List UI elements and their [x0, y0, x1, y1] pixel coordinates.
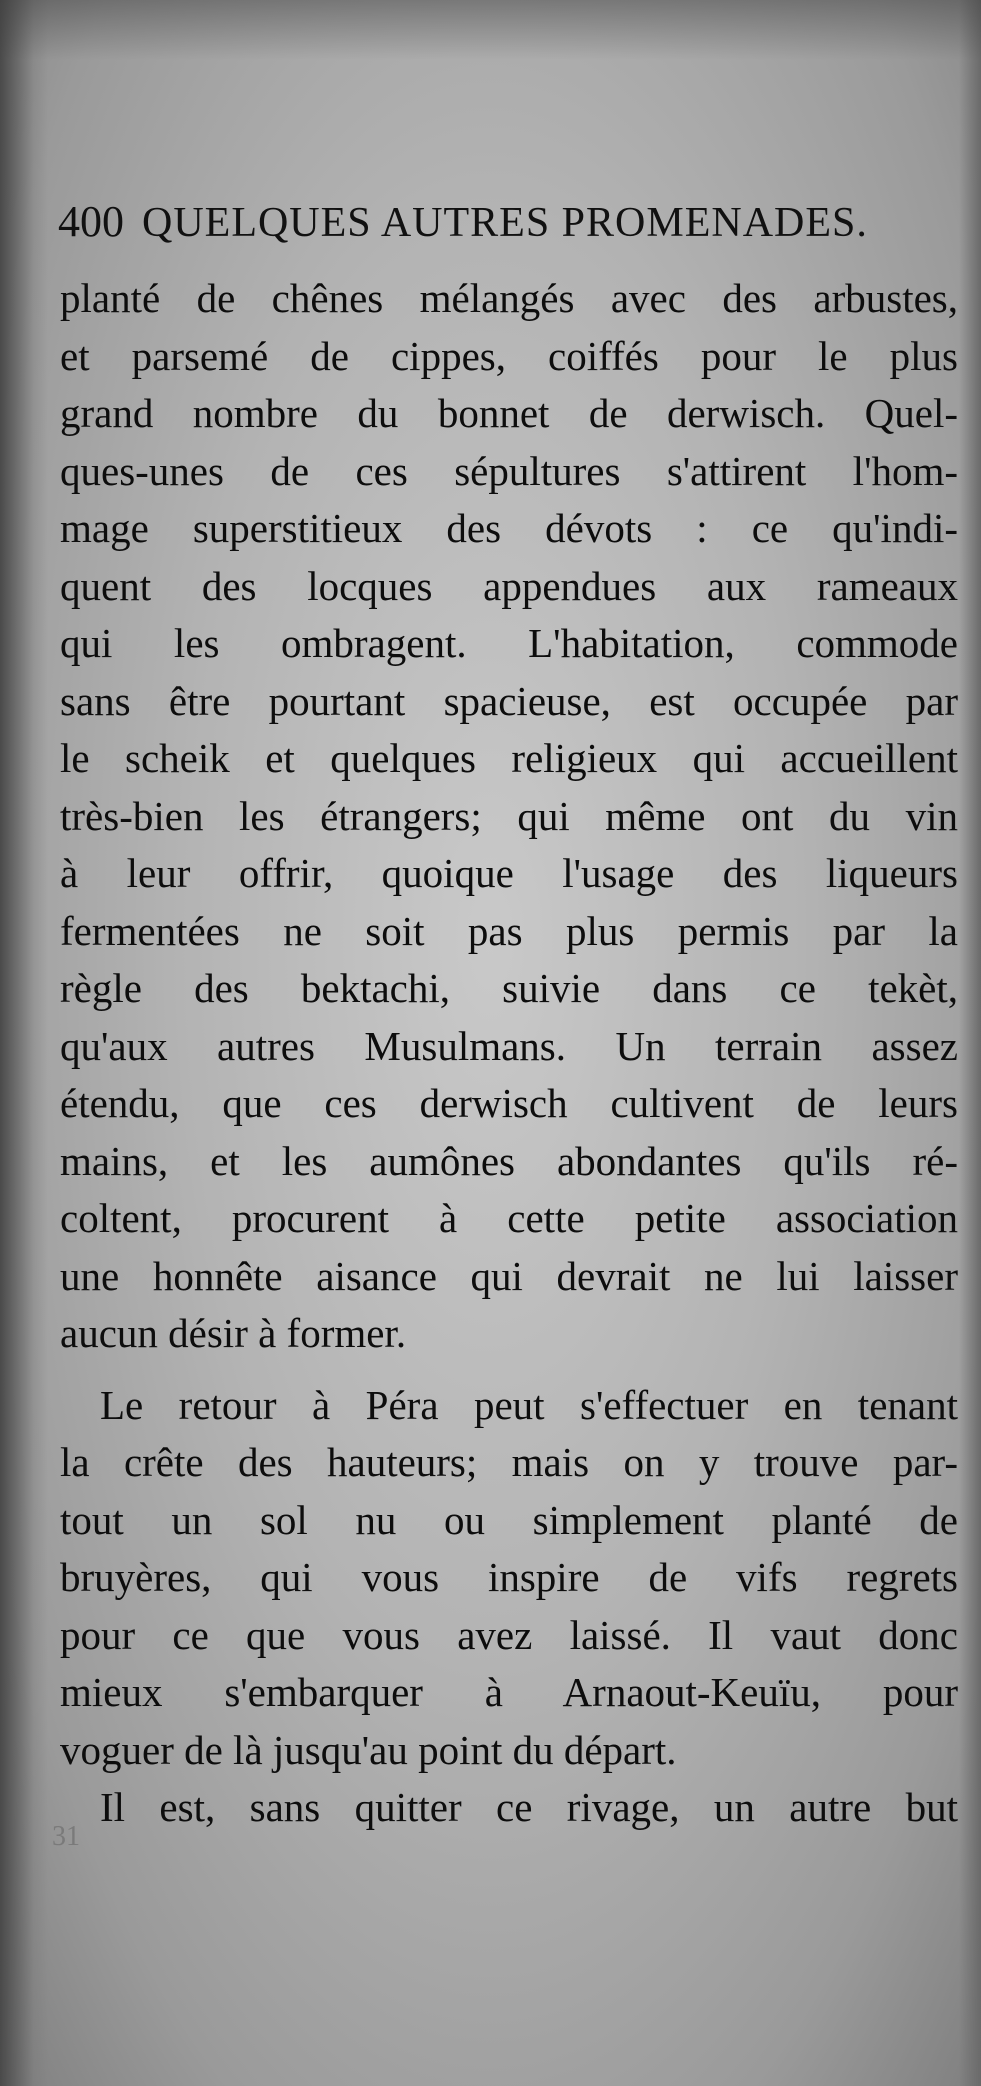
text-line: qui les ombragent. L'habitation, commode — [60, 620, 958, 666]
text-line: le scheik et quelques religieux qui accueillent — [60, 735, 958, 781]
text-line: Il est, sans quitter ce rivage, un autre but — [100, 1784, 958, 1830]
running-title: QUELQUES AUTRES PROMENADES. — [142, 200, 868, 246]
text-line: mains, et les aumônes abondantes qu'ils ré- — [60, 1137, 958, 1184]
text-line: la crête des hauteurs; mais on y trouve par- — [60, 1439, 958, 1485]
text-line: une honnête aisance qui devrait ne lui laisser — [60, 1252, 958, 1299]
text-line: sans être pourtant spacieuse, est occupée par — [60, 677, 958, 724]
page-shadow-left — [0, 0, 48, 2086]
page-shadow-right — [959, 0, 981, 2086]
text-line: coltent, procurent à cette petite association — [60, 1195, 958, 1241]
text-line: aucun désir à former. — [60, 1310, 407, 1356]
text-line: mage superstitieux des dévots : ce qu'indi- — [60, 505, 958, 551]
text-line: quent des locques appendues aux rameaux — [60, 562, 958, 609]
text-line: voguer de là jusqu'au point du départ. — [60, 1726, 677, 1773]
text-line: bruyères, qui vous inspire de vifs regrets — [60, 1554, 958, 1600]
paragraph-gap — [60, 1363, 958, 1377]
text-line: et parsemé de cippes, coiffés pour le plus — [60, 332, 958, 379]
text-line: planté de chênes mélangés avec des arbustes, — [60, 275, 958, 321]
text-line: ques-unes de ces sépultures s'attirent l'hom- — [60, 447, 958, 494]
margin-mark: 31 — [52, 1821, 80, 1852]
text-line: mieux s'embarquer à Arnaout-Keuïu, pour — [60, 1669, 958, 1715]
text-line: Le retour à Péra peut s'effectuer en tenant — [100, 1381, 958, 1428]
text-line: très-bien les étrangers; qui même ont du vin — [60, 792, 958, 839]
page-shadow-top — [0, 0, 981, 60]
body-text — [60, 270, 958, 1837]
text-line: grand nombre du bonnet de derwisch. Quel- — [60, 390, 958, 436]
text-line: pour ce que vous avez laissé. Il vaut donc — [60, 1611, 958, 1658]
text-line: étendu, que ces derwisch cultivent de leurs — [60, 1080, 958, 1126]
text-line: fermentées ne soit pas plus permis par la — [60, 907, 958, 954]
running-header — [58, 192, 888, 252]
page-number: 400 — [58, 197, 124, 246]
text-line: à leur offrir, quoique l'usage des liqueurs — [60, 850, 958, 896]
text-line: règle des bektachi, suivie dans ce tekèt, — [60, 965, 958, 1011]
text-line: tout un sol nu ou simplement planté de — [60, 1496, 958, 1543]
text-line: qu'aux autres Musulmans. Un terrain assez — [60, 1022, 958, 1069]
